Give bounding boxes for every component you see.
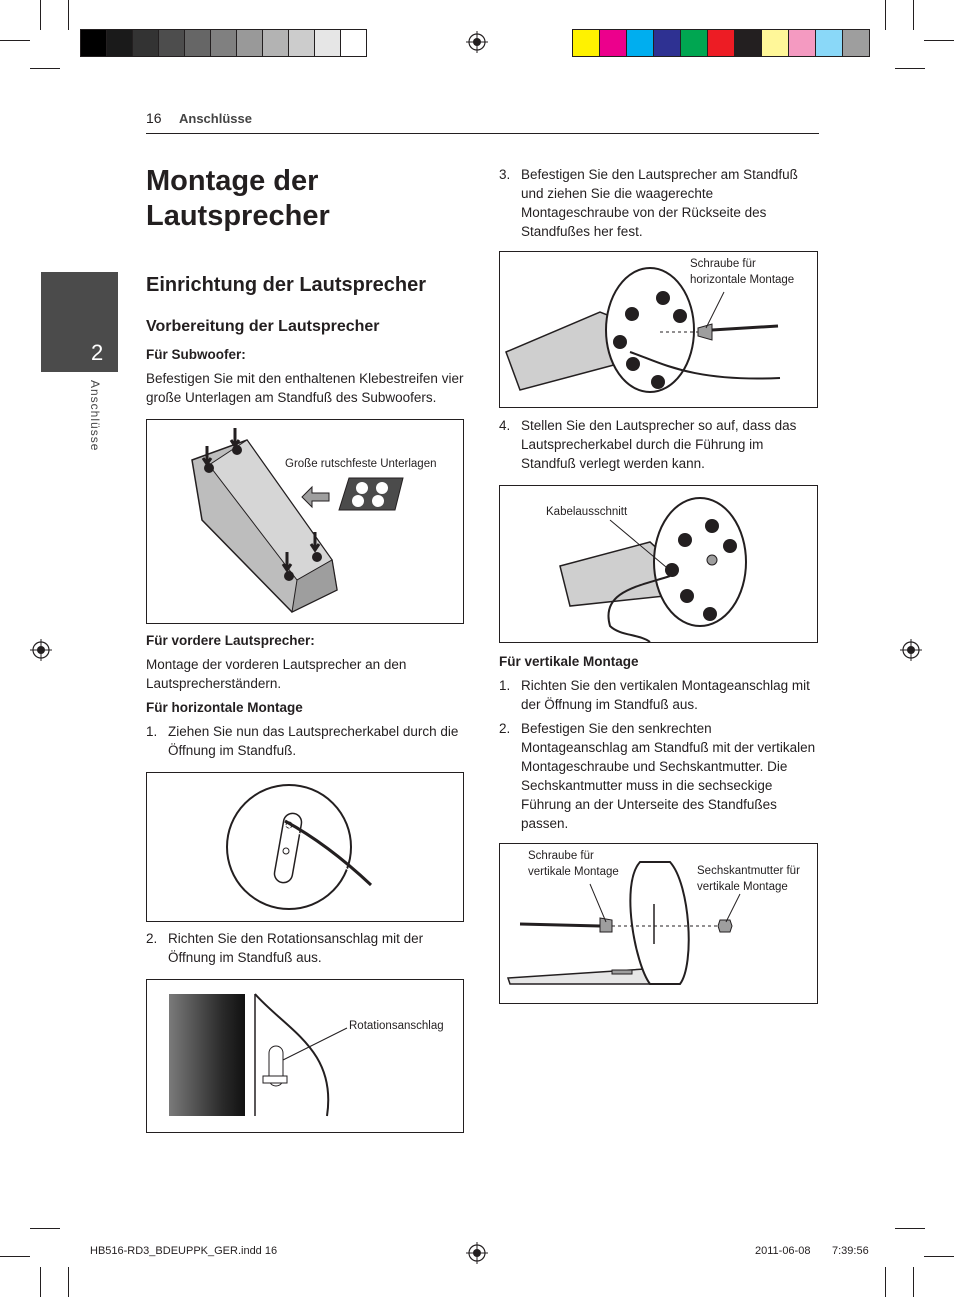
process-color-bar bbox=[572, 29, 870, 57]
color-swatch bbox=[843, 30, 869, 56]
list-item bbox=[146, 929, 471, 969]
color-swatch bbox=[211, 30, 237, 56]
section-heading: Einrichtung der Lautsprecher bbox=[146, 274, 427, 296]
list-number: 2. bbox=[499, 721, 511, 736]
subwoofer-heading: Für Subwoofer: bbox=[146, 347, 246, 362]
color-swatch bbox=[654, 30, 681, 56]
subwoofer-illustration bbox=[147, 420, 463, 623]
crop-mark bbox=[913, 1267, 914, 1297]
footer-date: 2011-06-08 bbox=[755, 1245, 811, 1257]
crop-mark bbox=[0, 1256, 30, 1257]
color-swatch bbox=[600, 30, 627, 56]
gray-color-bar bbox=[80, 29, 367, 57]
rotation-stop-illustration bbox=[147, 980, 463, 1132]
list-item bbox=[499, 416, 819, 476]
list-item bbox=[499, 676, 819, 716]
front-speaker-text: Montage der vorderen Lautsprecher an den Lautsprecherständern. bbox=[146, 657, 407, 691]
crop-mark bbox=[68, 0, 69, 30]
front-speaker-heading: Für vordere Lautsprecher: bbox=[146, 633, 315, 648]
chapter-tab-label: Anschlüsse bbox=[88, 380, 102, 452]
color-swatch bbox=[762, 30, 789, 56]
color-swatch bbox=[789, 30, 816, 56]
color-swatch bbox=[185, 30, 211, 56]
registration-mark-icon bbox=[900, 639, 922, 661]
horizontal-mount-heading: Für horizontale Montage bbox=[146, 700, 303, 715]
registration-mark-icon bbox=[466, 1242, 488, 1264]
crop-mark bbox=[895, 1228, 925, 1229]
crop-mark bbox=[68, 1267, 69, 1297]
list-number: 3. bbox=[499, 167, 511, 182]
registration-mark-icon bbox=[30, 639, 52, 661]
color-swatch bbox=[237, 30, 263, 56]
subwoofer-text: Befestigen Sie mit den enthaltenen Klebestreifen vier große Unterlagen am Standfuß des Subwoofers. bbox=[146, 371, 464, 405]
crop-mark bbox=[895, 68, 925, 69]
crop-mark bbox=[40, 1267, 41, 1297]
crop-mark bbox=[40, 0, 41, 30]
crop-mark bbox=[30, 68, 60, 69]
cable-base-illustration bbox=[147, 773, 463, 921]
color-swatch bbox=[159, 30, 185, 56]
figure-rotation-stop bbox=[146, 979, 464, 1133]
list-item bbox=[499, 719, 819, 834]
color-swatch bbox=[133, 30, 159, 56]
color-swatch bbox=[289, 30, 315, 56]
list-text: Richten Sie den Rotationsanschlag mit der Öffnung im Standfuß aus. bbox=[168, 931, 424, 965]
list-text: Ziehen Sie nun das Lautsprecherkabel durch die Öffnung im Standfuß. bbox=[168, 724, 459, 758]
list-item bbox=[146, 722, 471, 762]
chapter-tab bbox=[41, 272, 118, 372]
list-text: Befestigen Sie den senkrechten Montageanschlag am Standfuß mit der vertikalen Montageschraube und Sechskantmutter. Die Sechskantmutter muss in die sechseckige Führung an der Unterseite des Standfußes passen. bbox=[521, 721, 816, 831]
page-title: Montage der Lautsprecher bbox=[146, 165, 330, 232]
crop-mark bbox=[913, 0, 914, 30]
list-number: 2. bbox=[146, 931, 158, 946]
figure-label-cable-cutout: Kabelausschnitt bbox=[546, 506, 628, 518]
list-item bbox=[499, 165, 819, 243]
registration-mark-icon bbox=[466, 31, 488, 53]
running-header-section: Anschlüsse bbox=[179, 111, 252, 126]
color-swatch bbox=[735, 30, 762, 56]
color-swatch bbox=[573, 30, 600, 56]
crop-mark bbox=[30, 1228, 60, 1229]
color-swatch bbox=[315, 30, 341, 56]
figure-label-horizontal-screw: Schraube für horizontale Montage bbox=[690, 258, 795, 286]
figure-subwoofer-pads bbox=[146, 419, 464, 624]
subsection-heading: Vorbereitung der Lautsprecher bbox=[146, 318, 380, 335]
footer-time: 7:39:56 bbox=[832, 1245, 869, 1257]
footer-filename: HB516-RD3_BDEUPPK_GER.indd 16 bbox=[90, 1245, 278, 1257]
crop-mark bbox=[924, 1256, 954, 1257]
color-swatch bbox=[816, 30, 843, 56]
figure-label-rotation: Rotationsanschlag bbox=[349, 1020, 444, 1032]
figure-label-hex-nut: Sechskantmutter für vertikale Montage bbox=[697, 865, 800, 893]
crop-mark bbox=[885, 0, 886, 30]
figure-label-pads: Große rutschfeste Unterlagen bbox=[285, 458, 437, 470]
color-swatch bbox=[81, 30, 107, 56]
color-swatch bbox=[708, 30, 735, 56]
list-text: Befestigen Sie den Lautsprecher am Standfuß und ziehen Sie die waagerechte Montageschraube von der Rückseite des Standfußes her fest. bbox=[521, 167, 798, 239]
crop-mark bbox=[885, 1267, 886, 1297]
color-swatch bbox=[341, 30, 366, 56]
list-text: Stellen Sie den Lautsprecher so auf, dass das Lautsprecherkabel durch die Führung im Standfuß verlegt werden kann. bbox=[521, 418, 797, 471]
figure-label-vertical-screw: Schraube für vertikale Montage bbox=[528, 850, 619, 878]
figure-vertical-screw bbox=[499, 843, 818, 1004]
figure-horizontal-screw bbox=[499, 251, 818, 408]
crop-mark bbox=[0, 40, 30, 41]
list-number: 1. bbox=[146, 724, 158, 739]
list-text: Richten Sie den vertikalen Montageanschlag mit der Öffnung im Standfuß aus. bbox=[521, 678, 810, 712]
color-swatch bbox=[107, 30, 133, 56]
color-swatch bbox=[263, 30, 289, 56]
header-rule bbox=[146, 133, 819, 134]
list-number: 1. bbox=[499, 678, 511, 693]
crop-mark bbox=[924, 40, 954, 41]
page-number: 16 bbox=[146, 110, 162, 126]
chapter-tab-number: 2 bbox=[91, 340, 104, 365]
list-number: 4. bbox=[499, 418, 511, 433]
vertical-mount-heading: Für vertikale Montage bbox=[499, 654, 639, 669]
color-swatch bbox=[627, 30, 654, 56]
figure-cable-cutout bbox=[499, 485, 818, 643]
figure-cable-through-base bbox=[146, 772, 464, 922]
color-swatch bbox=[681, 30, 708, 56]
